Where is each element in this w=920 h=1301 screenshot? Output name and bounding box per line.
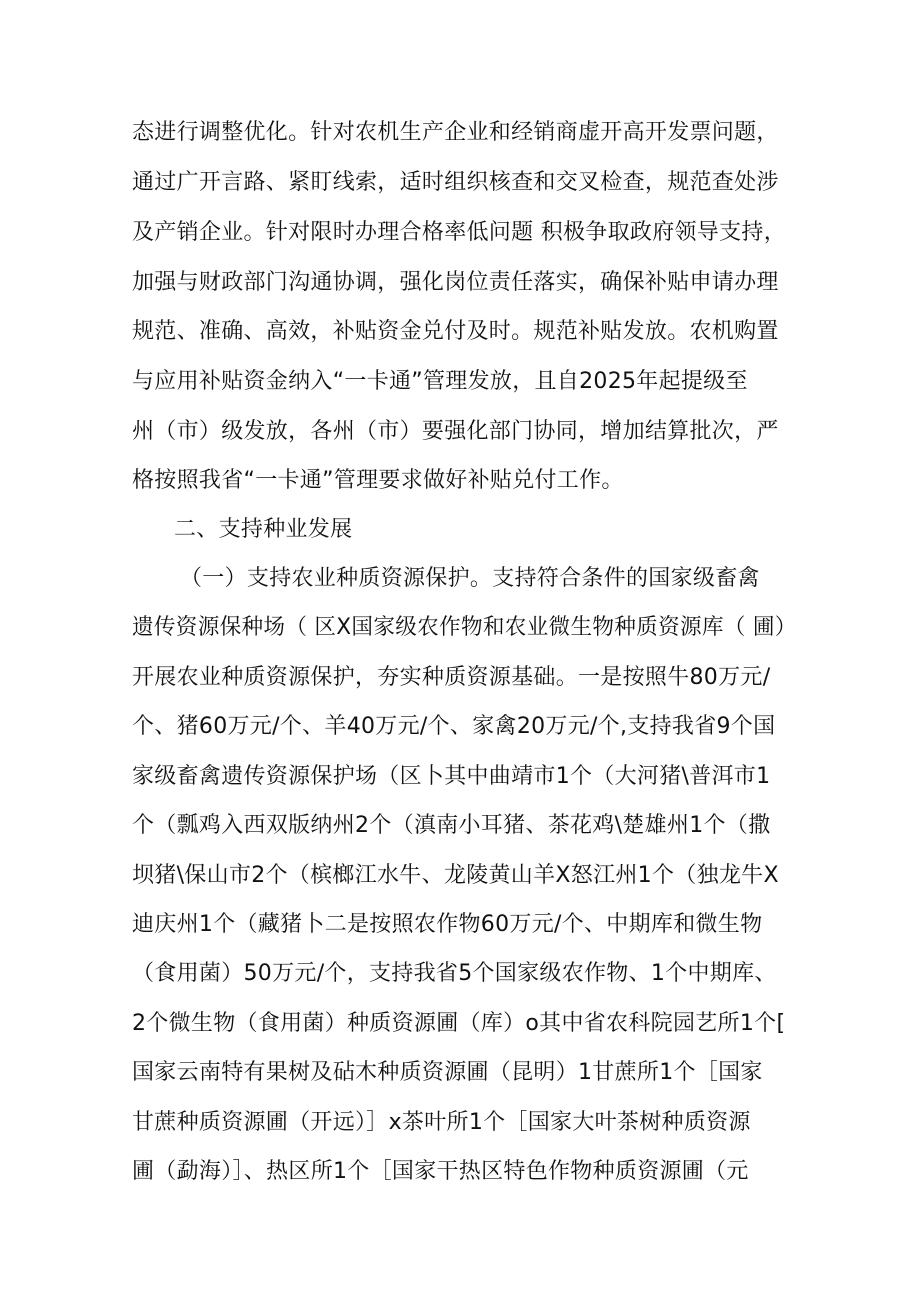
text-line: 态进行调整优化。针对农机生产企业和经销商虚开高开发票问题，	[132, 120, 779, 145]
section-heading: 二、支持种业发展	[174, 517, 353, 542]
text-line: 遗传资源保种场（ 区X国家级农作物和农业微生物种质资源库（ 圃）	[132, 615, 797, 640]
text-line: 圃（勐海）］、热区所1个［国家干热区特色作物种质资源圃（元	[132, 1159, 749, 1184]
text-line: 开展农业种质资源保护，夯实种质资源基础。一是按照牛80万元/	[132, 665, 771, 690]
text-line: 加强与财政部门沟通协调，强化岗位责任落实，确保补贴申请办理	[132, 270, 779, 295]
text-line: 格按照我省“一卡通”管理要求做好补贴兑付工作。	[132, 468, 624, 493]
text-line: 坝猪\保山市2个（槟榔江水牛、龙陵黄山羊X怒江州1个（独龙牛X	[132, 863, 779, 888]
text-line: 规范、准确、高效，补贴资金兑付及时。规范补贴发放。农机购置	[132, 319, 779, 344]
text-line: 迪庆州1个（藏猪卜二是按照农作物60万元/个、中期库和微生物	[132, 912, 763, 937]
text-line: 与应用补贴资金纳入“一卡通”管理发放，且自2025年起提级至	[132, 369, 748, 394]
text-line: 国家云南特有果树及砧木种质资源圃（昆明）1甘蔗所1个［国家	[132, 1060, 763, 1085]
text-line: 2个微生物（食用菌）种质资源圃（库）o其中省农科院园艺所1个[	[132, 1011, 786, 1036]
text-line: 及产销企业。针对限时办理合格率低问题 积极争取政府领导支持，	[132, 220, 786, 245]
text-line: 个（瓢鸡入西双版纳州2个（滇南小耳猪、茶花鸡\楚雄州1个（撒	[132, 813, 771, 838]
subsection-heading: （一）支持农业种质资源保护。支持符合条件的国家级畜禽	[180, 566, 760, 591]
text-line: 州（市）级发放，各州（市）要强化部门协同，增加结算批次，严	[132, 419, 779, 444]
text-line: （食用菌）50万元/个，支持我省5个国家级农作物、1个中期库、	[132, 961, 777, 986]
text-line: 家级畜禽遗传资源保护场（区卜其中曲靖市1个（大河猪\普洱市1	[132, 764, 771, 789]
text-line: 通过广开言路、紧盯线索，适时组织核查和交叉检查，规范查处涉	[132, 170, 779, 195]
text-line: 个、猪60万元/个、羊40万元/个、家禽20万元/个,支持我省9个国	[132, 714, 776, 739]
text-line: 甘蔗种质资源圃（开远）］x茶叶所1个［国家大叶茶树种质资源	[132, 1110, 751, 1135]
